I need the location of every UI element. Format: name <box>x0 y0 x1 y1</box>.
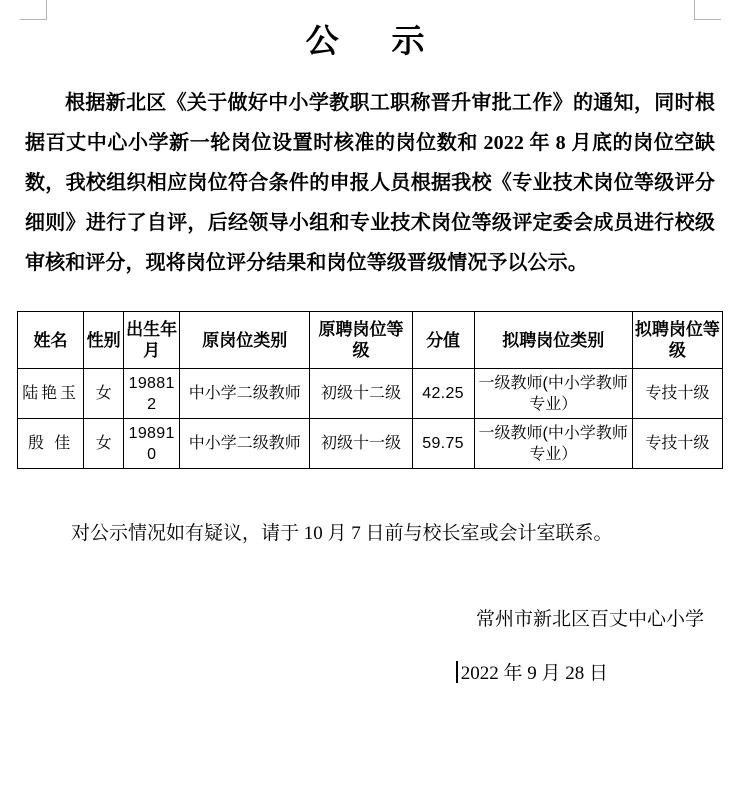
column-header-score: 分值 <box>412 312 474 369</box>
document-content <box>16 0 724 691</box>
column-header-new-category: 拟聘岗位类别 <box>474 312 632 369</box>
column-header-old-level: 原聘岗位等级 <box>310 312 412 369</box>
cell-new-level: 专技十级 <box>632 419 722 469</box>
signature-date: 2022 年 9 月 28 日 <box>460 663 608 684</box>
table-row <box>18 419 723 469</box>
cell-score: 59.75 <box>412 419 474 469</box>
document-title: 公 示 <box>305 24 435 60</box>
cell-old-level: 初级十二级 <box>310 369 412 419</box>
cell-old-level: 初级十一级 <box>310 419 412 469</box>
promotion-results-table <box>17 311 723 469</box>
cell-score: 42.25 <box>412 369 474 419</box>
cell-gender: 女 <box>84 369 124 419</box>
cell-birth-date: 198812 <box>124 369 180 419</box>
cell-new-level: 专技十级 <box>632 369 722 419</box>
cell-new-category: 一级教师(中小学教师专业） <box>474 419 632 469</box>
cell-gender: 女 <box>84 419 124 469</box>
column-header-birth-date: 出生年月 <box>124 312 180 369</box>
signature-date-row <box>16 637 706 691</box>
cell-new-category: 一级教师(中小学教师专业） <box>474 369 632 419</box>
column-header-name: 姓名 <box>18 312 84 369</box>
body-paragraph: 根据新北区《关于做好中小学教职工职称晋升审批工作》的通知，同时根据百丈中心小学新一轮岗位设置时核准的岗位数和 2022 年 8 月底的岗位空缺数，我校组织相应岗位符合条件的申报人员根据我校《专业技术岗位等级评分细则》进行了自评，后经领导小组和专业技术岗位等级评定委会成员进行校级审核和评分，现将岗位评分结果和岗位等级晋级情况予以公示。 <box>25 92 715 274</box>
column-header-gender: 性别 <box>84 312 124 369</box>
table-header-row <box>18 312 723 369</box>
column-header-new-level: 拟聘岗位等级 <box>632 312 722 369</box>
cell-birth-date: 198910 <box>124 419 180 469</box>
column-header-old-category: 原岗位类别 <box>180 312 310 369</box>
cell-old-category: 中小学二级教师 <box>180 369 310 419</box>
table-body <box>18 369 723 469</box>
cell-name: 陆艳玉 <box>18 369 84 419</box>
text-caret <box>456 661 458 683</box>
cell-name: 殷 佳 <box>18 419 84 469</box>
table-row <box>18 369 723 419</box>
contact-notice-line: 对公示情况如有疑议，请于 10 月 7 日前与校长室或会计室联系。 <box>71 523 613 544</box>
results-table-container <box>16 283 724 469</box>
signature-organization: 常州市新北区百丈中心小学 <box>475 609 704 630</box>
table-header <box>18 312 723 369</box>
cell-old-category: 中小学二级教师 <box>180 419 310 469</box>
signature-block <box>16 551 724 691</box>
